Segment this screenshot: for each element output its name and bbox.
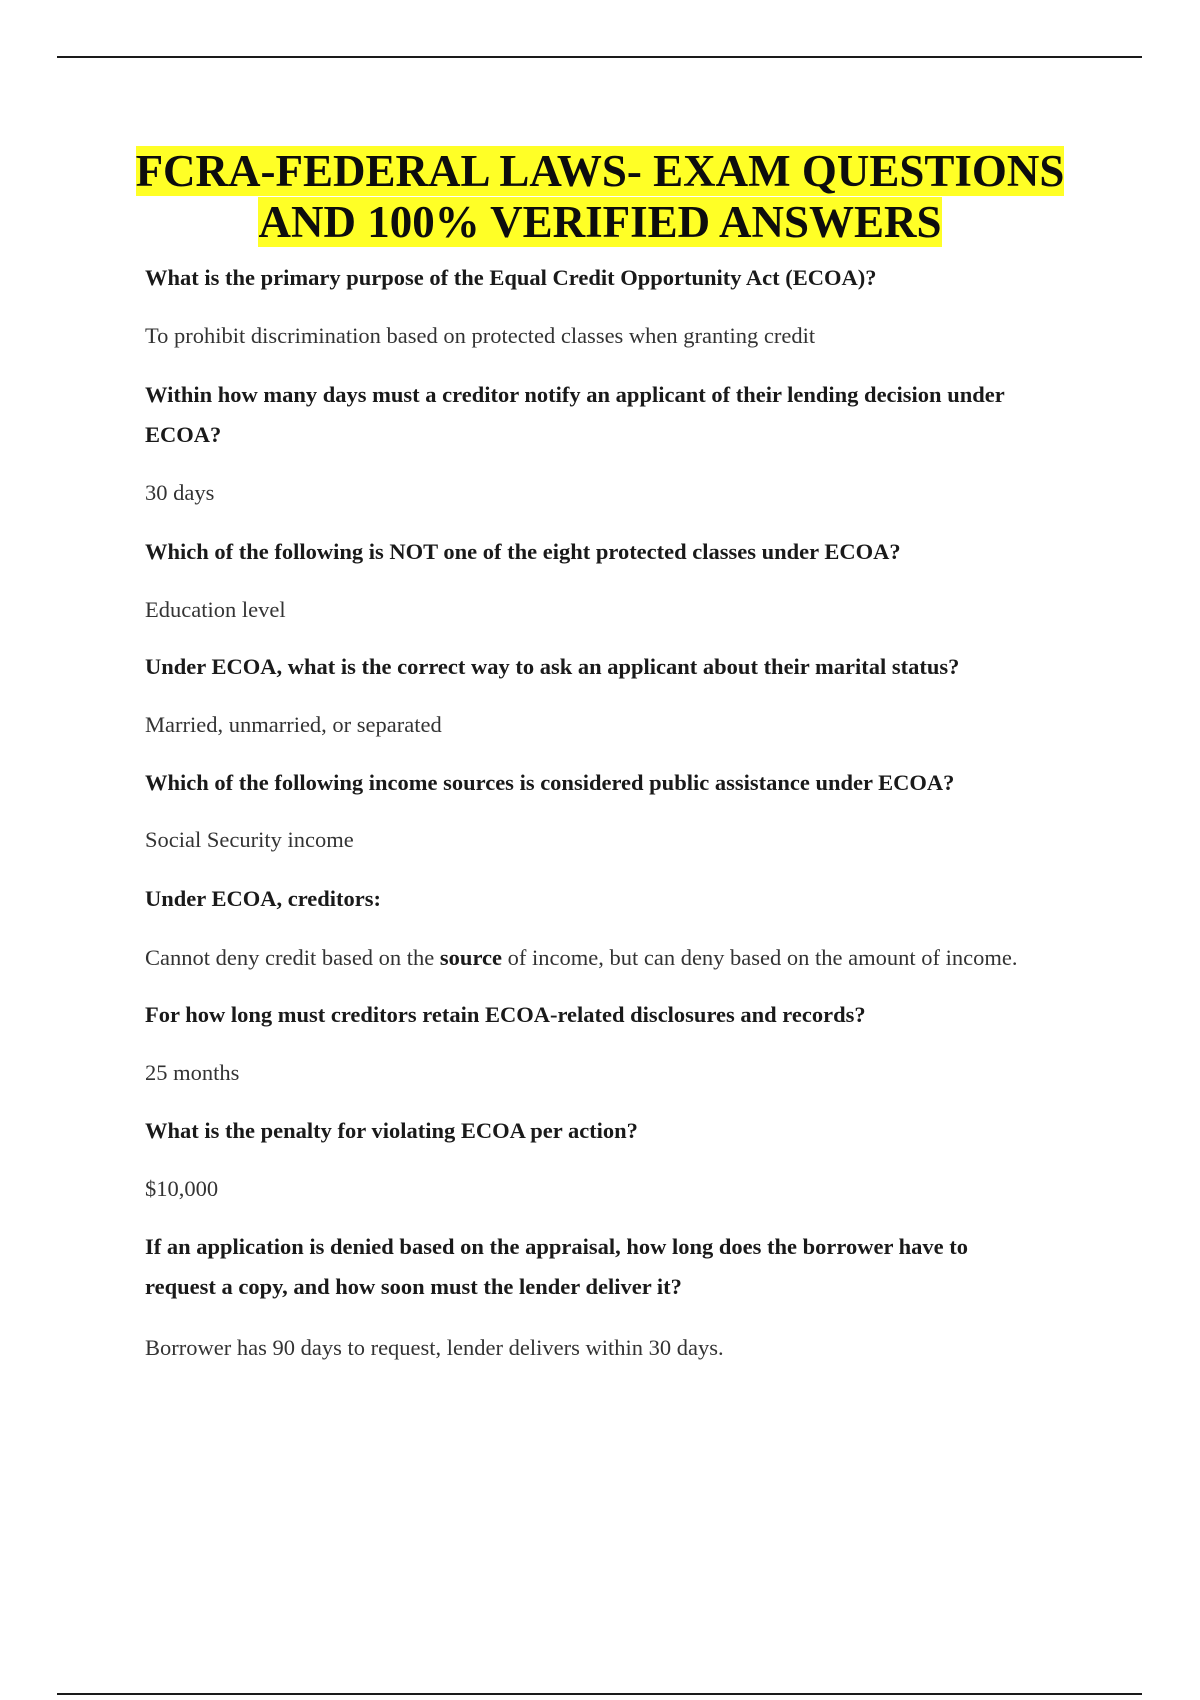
answer-2: 30 days xyxy=(145,480,215,505)
answer-6-emphasis: source xyxy=(439,945,502,970)
title-line-2: AND 100% VERIFIED ANSWERS xyxy=(258,197,942,247)
bottom-rule xyxy=(57,1693,1142,1695)
question-6: Under ECOA, creditors: xyxy=(145,886,382,911)
question-1: What is the primary purpose of the Equal Credit Opportunity Act (ECOA)? xyxy=(145,265,877,290)
question-5: Which of the following income sources is considered public assistance under ECOA? xyxy=(145,770,955,795)
question-4: Under ECOA, what is the correct way to ask an applicant about their marital status? xyxy=(145,654,960,679)
answer-1: To prohibit discrimination based on protected classes when granting credit xyxy=(145,323,816,348)
answer-6-pre: Cannot deny credit based on the xyxy=(145,945,440,970)
question-9 xyxy=(145,1227,1105,1307)
question-7: For how long must creditors retain ECOA-related disclosures and records? xyxy=(145,1002,866,1027)
question-2 xyxy=(145,375,1105,455)
question-9-line-1: If an application is denied based on the appraisal, how long does the borrower have to xyxy=(145,1234,969,1259)
answer-8: $10,000 xyxy=(145,1176,219,1201)
question-2-line-1: Within how many days must a creditor notify an applicant of their lending decision under xyxy=(145,382,1005,407)
answer-7: 25 months xyxy=(145,1060,240,1085)
answer-5: Social Security income xyxy=(145,827,354,852)
question-2-line-2: ECOA? xyxy=(145,422,222,447)
answer-3: Education level xyxy=(145,597,286,622)
question-8: What is the penalty for violating ECOA per action? xyxy=(145,1118,638,1143)
answer-4: Married, unmarried, or separated xyxy=(145,712,442,737)
answer-9: Borrower has 90 days to request, lender delivers within 30 days. xyxy=(145,1335,724,1360)
answer-6 xyxy=(145,938,1105,978)
question-3: Which of the following is NOT one of the eight protected classes under ECOA? xyxy=(145,539,901,564)
top-rule xyxy=(57,56,1142,58)
title-line-1: FCRA-FEDERAL LAWS- EXAM QUESTIONS xyxy=(135,146,1065,196)
answer-6-post: of income, but can deny based on the amount of income. xyxy=(502,945,1018,970)
question-9-line-2: request a copy, and how soon must the lender deliver it? xyxy=(145,1274,682,1299)
document-title xyxy=(60,146,1140,248)
